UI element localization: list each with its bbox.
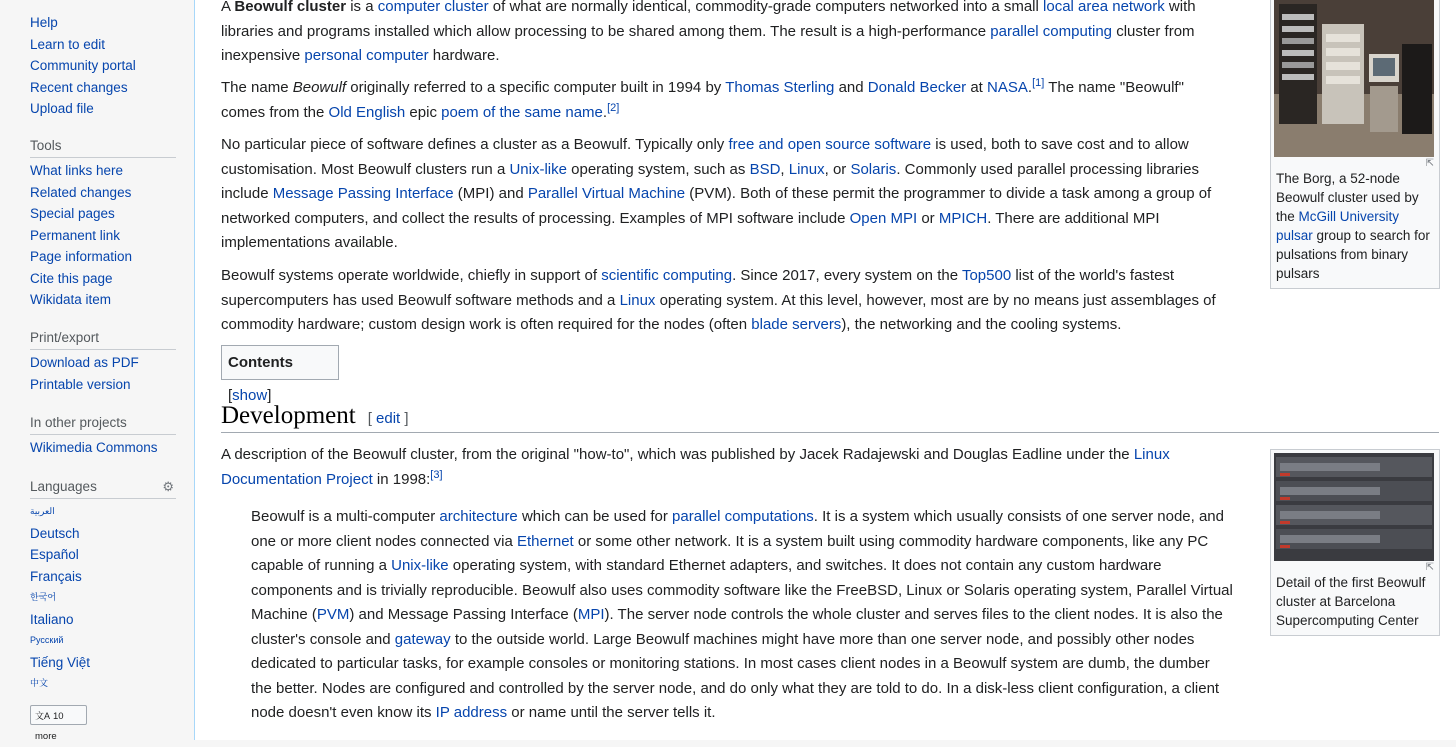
- enlarge-icon[interactable]: ⇱: [1425, 158, 1434, 169]
- print-portal: [30, 330, 176, 395]
- tools-link[interactable]: Wikidata item: [30, 292, 112, 307]
- text: to the outside world. Large Beowulf machines might have more than one server node, and possibly other nodes dedicated to particular tasks, for example consoles or monitoring stations. In most cases client nodes in a Beowulf system are dumb, the dumber the better. Nodes are configured and controlled by the server node, and do only what they are told to do. In a disk-less client configuration, a client node doesn't even know its: [251, 630, 1220, 721]
- table-of-contents: [221, 345, 339, 404]
- link-mcgill-university[interactable]: McGill University: [1298, 209, 1400, 224]
- link-poem[interactable]: poem of the same name: [441, 103, 603, 121]
- print-item[interactable]: [30, 352, 176, 374]
- link-mpich[interactable]: MPICH: [938, 209, 988, 227]
- projects-list: [30, 437, 176, 459]
- link-solaris[interactable]: Solaris: [850, 160, 897, 178]
- link-personal-computer[interactable]: personal computer: [304, 47, 429, 64]
- gear-icon[interactable]: ⚙: [162, 479, 174, 494]
- text: epic: [405, 103, 442, 121]
- language-item[interactable]: [30, 630, 176, 652]
- print-heading: Print/export: [30, 330, 176, 350]
- text: (PVM). Both of these permit the programmer to divide a task among a group of networked computers, and collect the results of processing. Examples of MPI software include: [221, 185, 1212, 227]
- nav-list: [30, 12, 176, 120]
- text: [: [367, 410, 377, 427]
- projects-portal: [30, 415, 176, 459]
- language-item[interactable]: [30, 566, 176, 588]
- link-linux-2[interactable]: Linux: [619, 291, 656, 309]
- nav-link[interactable]: Recent changes: [30, 79, 128, 95]
- text: is used, both to save cost and to allow customisation. Most Beowulf clusters run a: [221, 136, 1189, 178]
- text: ]: [400, 410, 409, 427]
- language-link[interactable]: Deutsch: [30, 525, 80, 541]
- blockquote: [251, 505, 1233, 726]
- text: operating system, such as: [566, 160, 750, 178]
- text: group to search for pulsations from binary pulsars: [1276, 228, 1430, 281]
- text: The name "Beowulf" comes from the: [221, 79, 1184, 121]
- text: ]: [267, 387, 272, 404]
- more-languages-label: 10 more: [35, 711, 64, 742]
- print-link[interactable]: Download as PDF: [30, 355, 139, 370]
- tools-item[interactable]: [30, 268, 176, 290]
- text: of what are normally identical, commodity-grade computers networked into a small: [488, 0, 1044, 15]
- paragraph-description: [221, 443, 1221, 492]
- text: [: [228, 387, 233, 404]
- paragraph-intro: [221, 0, 1221, 69]
- tools-item[interactable]: [30, 182, 176, 204]
- text: The Borg, a 52-node Beowulf cluster used by the: [1276, 171, 1419, 224]
- text: at: [966, 79, 988, 96]
- languages-portal: [30, 479, 176, 695]
- tools-item[interactable]: [30, 225, 176, 247]
- thumbnail-caption: [1274, 561, 1436, 632]
- language-link[interactable]: Français: [30, 568, 82, 584]
- navigation-portal: [30, 12, 176, 120]
- text: .: [1027, 79, 1033, 96]
- tools-item[interactable]: [30, 160, 176, 182]
- text: .: [602, 103, 608, 121]
- tools-item[interactable]: [30, 289, 176, 311]
- projects-heading: In other projects: [30, 415, 176, 435]
- text: with libraries and programs installed which allow processing to be shared among them. The result is a high-performance: [221, 0, 1196, 40]
- reference-1[interactable]: [1]: [1032, 77, 1045, 89]
- projects-item[interactable]: [30, 437, 176, 459]
- tools-link[interactable]: Cite this page: [30, 270, 113, 286]
- text: operating system. At this level, however, most are by no means just assemblages of commodity hardware; custom design work is often required for the nodes (often: [221, 291, 1216, 333]
- link-parallel-computing[interactable]: parallel computing: [990, 22, 1113, 40]
- projects-link[interactable]: Wikimedia Commons: [30, 440, 158, 455]
- nav-item[interactable]: [30, 55, 176, 77]
- text: . Commonly used parallel processing libraries include: [221, 160, 1199, 202]
- reference-2[interactable]: [2]: [607, 101, 620, 114]
- toc-title: Contents: [228, 354, 293, 371]
- link-blade-servers[interactable]: blade servers: [751, 316, 842, 333]
- text: Beowulf is a multi-computer: [251, 508, 440, 525]
- link-computer-cluster[interactable]: computer cluster: [377, 0, 489, 15]
- tools-link[interactable]: Related changes: [30, 184, 132, 200]
- link-ip-address[interactable]: IP address: [435, 704, 508, 721]
- print-link[interactable]: Printable version: [30, 376, 131, 392]
- language-item[interactable]: [30, 587, 176, 609]
- print-item[interactable]: [30, 374, 176, 396]
- language-link[interactable]: Русский: [30, 635, 64, 645]
- link-donald-becker[interactable]: Donald Becker: [867, 79, 967, 96]
- link-top500[interactable]: Top500: [961, 267, 1012, 284]
- text: list of the world's fastest supercomputers has used Beowulf software methods and a: [221, 267, 1175, 309]
- language-item[interactable]: [30, 652, 176, 674]
- text: A description of the Beowulf cluster, from the original "how-to", which was published by Jacek Radajewski and Douglas Eadline under the: [221, 446, 1134, 463]
- text: hardware.: [428, 47, 500, 64]
- tools-heading: Tools: [30, 138, 176, 158]
- text: A: [221, 0, 235, 15]
- paragraph-name: [221, 76, 1221, 125]
- more-languages-button[interactable]: [30, 705, 87, 742]
- tools-link[interactable]: Page information: [30, 249, 133, 264]
- edit-section: [368, 410, 409, 427]
- nav-link[interactable]: Help: [30, 15, 58, 30]
- translate-icon: 文A: [35, 711, 51, 721]
- language-link[interactable]: Español: [30, 547, 79, 562]
- sidebar: [0, 0, 194, 742]
- nav-link[interactable]: Learn to edit: [30, 36, 106, 52]
- link-mpi[interactable]: Message Passing Interface: [272, 185, 454, 202]
- edit-link[interactable]: edit: [376, 410, 401, 427]
- language-item[interactable]: [30, 544, 176, 566]
- language-link[interactable]: 한국어: [30, 592, 57, 602]
- link-architecture[interactable]: architecture: [439, 508, 518, 525]
- text: ) and Message Passing Interface (: [349, 606, 578, 623]
- text: ), the networking and the cooling systems.: [841, 316, 1122, 333]
- link-pulsar[interactable]: pulsar: [1276, 228, 1313, 243]
- nav-link[interactable]: Community portal: [30, 58, 136, 73]
- text: or some other network. It is a system built using commodity hardware components, like any PC capable of running a: [251, 532, 1209, 574]
- text: ). The server node controls the whole cluster and serves files to the client nodes. It is also the cluster's console and: [251, 606, 1223, 648]
- nav-item[interactable]: [30, 77, 176, 99]
- caption-text: Detail of the first Beowulf cluster at Barcelona Supercomputing Center: [1276, 575, 1426, 628]
- text: The name: [221, 79, 293, 96]
- text: Beowulf systems operate worldwide, chiefly in support of: [221, 267, 602, 284]
- language-link[interactable]: 中文: [30, 678, 49, 688]
- text: . There are additional MPI implementations available.: [221, 209, 1160, 251]
- link-unix-like[interactable]: Unix-like: [509, 160, 567, 178]
- paragraph-software: [221, 133, 1241, 256]
- link-pvm[interactable]: Parallel Virtual Machine: [527, 185, 686, 202]
- link-gateway[interactable]: gateway: [394, 630, 451, 648]
- text: or name until the server tells it.: [507, 704, 716, 721]
- language-item[interactable]: [30, 673, 176, 695]
- link-nasa[interactable]: NASA: [987, 79, 1028, 96]
- language-item[interactable]: [30, 523, 176, 545]
- barcelona-cluster-image[interactable]: [1274, 453, 1434, 561]
- italic-text: Beowulf: [292, 79, 347, 96]
- thumbnail-caption: [1274, 157, 1436, 285]
- text: (MPI) and: [453, 185, 528, 202]
- link-mpi-2[interactable]: MPI: [577, 606, 605, 623]
- toc-show-toggle[interactable]: show: [232, 387, 268, 404]
- main-content: [194, 0, 1456, 740]
- thumbnail-borg: [1270, 0, 1440, 289]
- link-linux-documentation-project[interactable]: Linux Documentation Project: [221, 446, 1170, 488]
- language-link[interactable]: العربية: [30, 506, 55, 516]
- print-list: [30, 352, 176, 395]
- text: . Since 2017, every system on the: [732, 267, 962, 284]
- text: in 1998:: [372, 470, 431, 488]
- link-pvm-2[interactable]: PVM: [316, 606, 350, 623]
- link-foss[interactable]: free and open source software: [728, 136, 932, 153]
- text: ,: [780, 160, 789, 178]
- link-old-english[interactable]: Old English: [328, 103, 406, 121]
- link-ethernet[interactable]: Ethernet: [517, 532, 574, 550]
- nav-link[interactable]: Upload file: [30, 101, 94, 116]
- text: is a: [346, 0, 378, 15]
- tools-portal: [30, 138, 176, 311]
- text: operating system, with standard Ethernet adapters, and switches. It does not contain any custom hardware components and is trivially reproducible. Beowulf also uses commodity software like the FreeBSD, Linux or Solaris operating system, Parallel Virtual Machine (: [251, 557, 1233, 623]
- tools-item[interactable]: [30, 203, 176, 225]
- text: cluster from inexpensive: [221, 22, 1195, 64]
- text: originally referred to a specific computer built in 1994 by: [346, 79, 726, 96]
- nav-item[interactable]: [30, 34, 176, 56]
- nav-item[interactable]: [30, 98, 176, 120]
- article-subject: Beowulf cluster: [234, 0, 347, 15]
- link-open-mpi[interactable]: Open MPI: [849, 209, 918, 227]
- text: and: [834, 79, 868, 96]
- text: . It is a system which usually consists of one server node, and one or more client nodes connected via: [251, 508, 1224, 550]
- text: or: [917, 209, 939, 227]
- language-item[interactable]: [30, 609, 176, 631]
- language-link[interactable]: Italiano: [30, 611, 74, 627]
- tools-list: [30, 160, 176, 311]
- section-heading: [221, 400, 1439, 433]
- barcelona-cluster-picture: [1274, 453, 1434, 561]
- paragraph-worldwide: [221, 264, 1246, 338]
- language-item[interactable]: [30, 501, 176, 523]
- tools-link[interactable]: Special pages: [30, 206, 115, 221]
- enlarge-icon[interactable]: ⇱: [1425, 562, 1434, 573]
- borg-cluster-picture: [1274, 0, 1434, 157]
- link-local-area-network[interactable]: local area network: [1043, 0, 1165, 15]
- languages-heading: [30, 479, 176, 499]
- language-link[interactable]: Tiếng Việt: [30, 654, 91, 670]
- link-parallel-computations[interactable]: parallel computations: [672, 508, 814, 525]
- text: , or: [824, 160, 851, 178]
- nav-item[interactable]: [30, 12, 176, 34]
- languages-heading-label: Languages: [30, 479, 97, 494]
- languages-list: [30, 501, 176, 695]
- tools-link[interactable]: Permanent link: [30, 227, 121, 243]
- tools-link[interactable]: What links here: [30, 163, 124, 178]
- borg-cluster-image[interactable]: [1274, 0, 1434, 157]
- reference-3[interactable]: [3]: [430, 468, 443, 481]
- text: No particular piece of software defines a cluster as a Beowulf. Typically only: [221, 136, 729, 153]
- tools-item[interactable]: [30, 246, 176, 268]
- section-title: Development: [221, 402, 356, 429]
- link-linux[interactable]: Linux: [788, 160, 825, 178]
- link-bsd[interactable]: BSD: [749, 160, 781, 178]
- text: which can be used for: [517, 508, 673, 525]
- thumbnail-barcelona: [1270, 449, 1440, 636]
- link-scientific-computing[interactable]: scientific computing: [601, 267, 733, 284]
- link-unix-like-2[interactable]: Unix-like: [391, 557, 449, 574]
- link-thomas-sterling[interactable]: Thomas Sterling: [725, 79, 835, 96]
